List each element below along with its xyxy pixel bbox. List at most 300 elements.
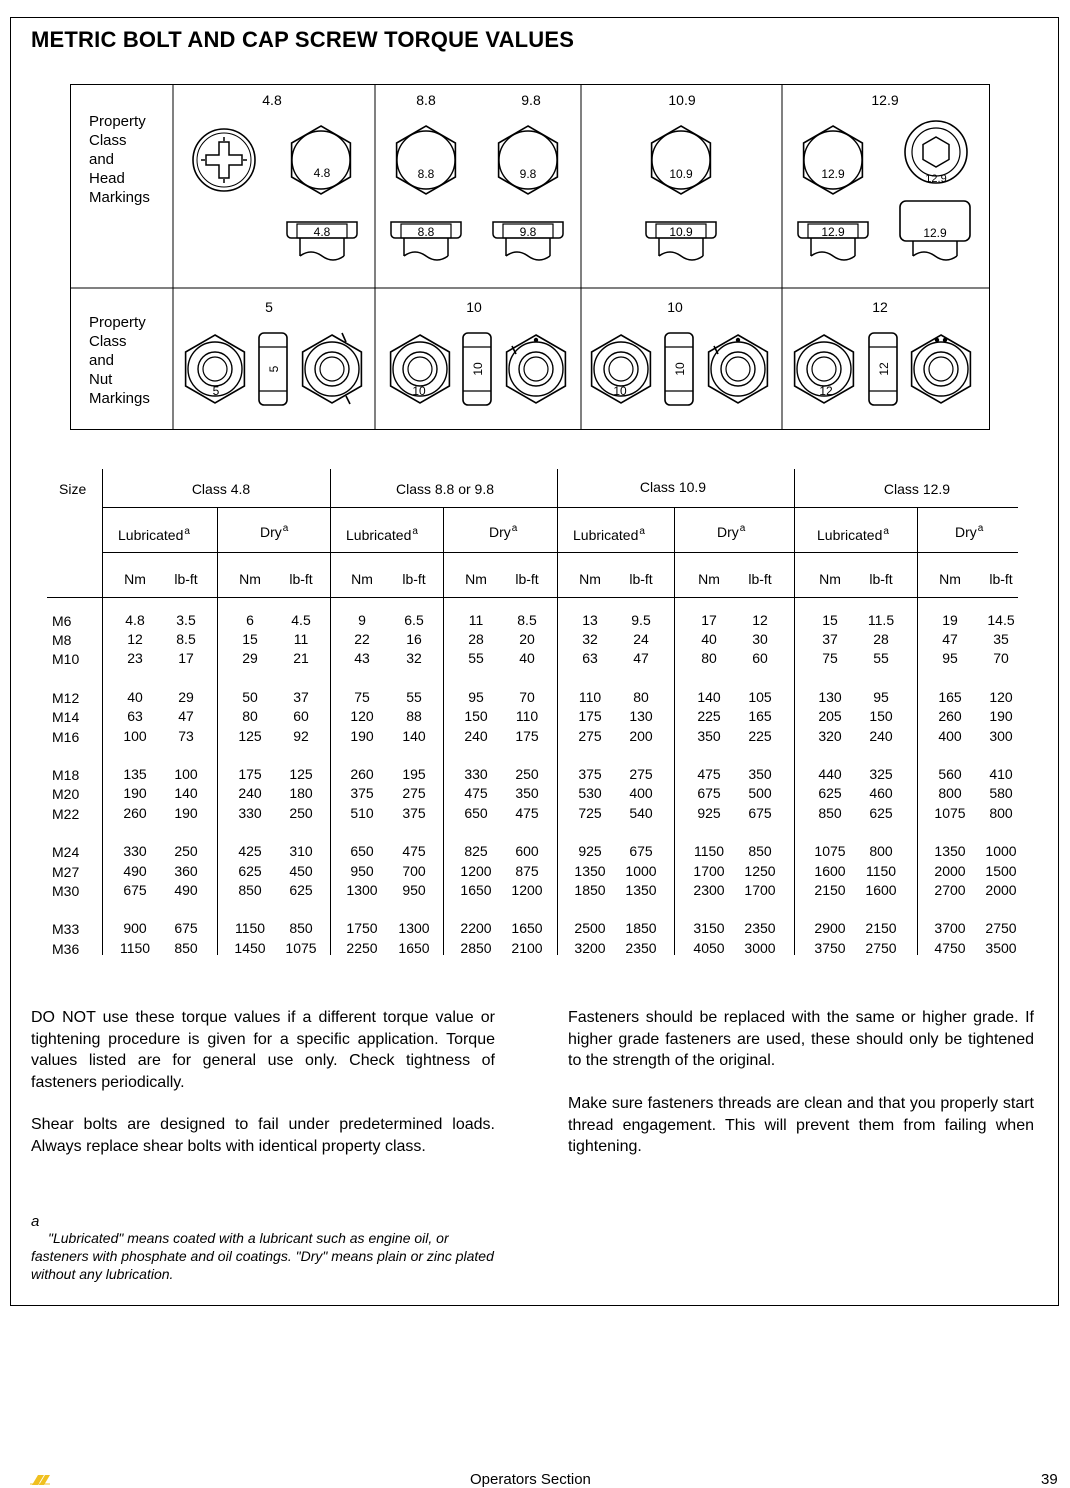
nut-class-10b: 10: [667, 299, 683, 315]
torque-cell: 165: [748, 708, 772, 725]
torque-cell: 375: [578, 766, 602, 783]
torque-cell: 950: [350, 862, 374, 879]
torque-cell: 530: [578, 785, 602, 802]
torque-cell: 190: [123, 785, 147, 802]
unit-lbft: lb-ft: [402, 571, 426, 587]
torque-cell: 8.5: [176, 631, 196, 648]
nut-notched-10a-icon: [507, 335, 566, 403]
torque-cell: 375: [402, 804, 426, 821]
head-class-10-9: 10.9: [668, 92, 696, 108]
torque-cell: 23: [127, 650, 143, 667]
torque-cell: 330: [123, 843, 147, 860]
torque-cell: 310: [289, 843, 313, 860]
torque-cell: 2850: [460, 939, 492, 956]
torque-cell: 2000: [985, 881, 1017, 898]
torque-cell: 900: [123, 920, 147, 937]
hex-head-8-8-icon: [397, 126, 456, 194]
unit-nm: Nm: [819, 571, 841, 587]
unit-lbft: lb-ft: [629, 571, 653, 587]
torque-cell: 37: [293, 689, 309, 706]
unit-lbft: lb-ft: [989, 571, 1013, 587]
torque-cell: 140: [402, 727, 426, 744]
torque-cell: 8.5: [517, 612, 537, 628]
nut-notched-5-icon: [303, 333, 362, 404]
cross-recess-head-icon: [193, 129, 255, 191]
torque-cell: 14.5: [987, 612, 1015, 628]
torque-cell: 325: [869, 766, 893, 783]
size-cell: M36: [52, 940, 80, 957]
nut-class-5: 5: [265, 299, 273, 315]
torque-cell: 63: [582, 650, 598, 667]
torque-cell: 60: [752, 650, 768, 667]
nut-class-12: 12: [872, 299, 888, 315]
torque-cell: 70: [519, 689, 535, 706]
side-mark-10-9: 10.9: [669, 225, 693, 239]
torque-cell: 80: [633, 689, 649, 706]
torque-cell: 120: [989, 689, 1013, 706]
torque-cell: 55: [468, 650, 484, 667]
torque-cell: 6: [246, 612, 254, 628]
torque-cell: 28: [873, 631, 889, 648]
size-cell: M22: [52, 805, 80, 822]
torque-cell: 650: [350, 843, 374, 860]
torque-cell: 70: [993, 650, 1009, 667]
torque-cell: 6.5: [404, 612, 424, 628]
markings-table: [70, 84, 990, 430]
torque-cell: 105: [748, 689, 772, 706]
nut-side-mark-5: 5: [267, 365, 281, 373]
usage-warning: DO NOT use these torque values if a different torque value or tightening procedure is given for a specific application. Torque values listed are for general use only. Check tightness of fasteners periodically.: [31, 1009, 495, 1091]
torque-cell: 12: [127, 631, 143, 648]
size-cell: M8: [52, 632, 72, 649]
torque-cell: 675: [629, 843, 653, 860]
torque-cell: 135: [123, 766, 147, 783]
torque-cell: 675: [174, 920, 198, 937]
torque-cell: 3700: [934, 920, 966, 937]
head-markings-label: Property Class and Head Markings: [89, 113, 150, 206]
torque-cell: 625: [238, 862, 262, 879]
head-mark-10-9: 10.9: [669, 167, 693, 181]
torque-cell: 800: [989, 804, 1013, 821]
torque-cell: 47: [633, 650, 649, 667]
torque-cell: 1700: [744, 881, 776, 898]
torque-cell: 350: [515, 785, 539, 802]
size-cell: M24: [52, 844, 80, 861]
torque-cell: 47: [942, 631, 958, 648]
footnote-text: "Lubricated" means coated with a lubricant such as engine oil, or fasteners with phosphate and oil coatings. "Dry" means plain or zinc plated without any lubrication.: [31, 1230, 494, 1282]
nut-mark-10a: 10: [412, 384, 426, 398]
torque-cell: 175: [578, 708, 602, 725]
head-class-12-9: 12.9: [871, 92, 899, 108]
torque-cell: 850: [238, 881, 262, 898]
dry-header: Dry$^a$: [717, 523, 746, 540]
torque-cell: 24: [633, 631, 649, 648]
torque-cell: 260: [938, 708, 962, 725]
class-header-10-9: Class 10.9: [639, 479, 707, 495]
torque-cell: 43: [354, 650, 370, 667]
torque-cell: 63: [127, 708, 143, 725]
size-cell: M6: [52, 613, 72, 629]
nut-side-mark-10a: 10: [471, 362, 485, 376]
size-header: Size: [59, 481, 87, 497]
torque-cell: 560: [938, 766, 962, 783]
torque-cell: 80: [701, 650, 717, 667]
torque-cell: 11: [468, 612, 484, 628]
torque-cell: 32: [582, 631, 598, 648]
page-number: 39: [1041, 1471, 1058, 1488]
lubricated-header: Lubricated$^a$: [817, 526, 889, 543]
torque-cell: 75: [822, 650, 838, 667]
torque-cell: 1650: [398, 939, 430, 956]
torque-cell: 1250: [744, 862, 776, 879]
torque-cell: 120: [350, 708, 374, 725]
torque-cell: 3.5: [176, 612, 196, 628]
unit-lbft: lb-ft: [174, 571, 198, 587]
divider: [330, 469, 331, 955]
hex-head-9-8-icon: [499, 126, 558, 194]
torque-cell: 650: [464, 804, 488, 821]
socket-mark-12-9: 12.9: [925, 173, 947, 185]
size-cell: M10: [52, 651, 80, 668]
torque-cell: 800: [938, 785, 962, 802]
torque-cell: 15: [242, 631, 258, 648]
torque-cell: 1600: [814, 862, 846, 879]
unit-nm: Nm: [579, 571, 601, 587]
markings-drawing: [70, 84, 990, 430]
torque-cell: 490: [123, 862, 147, 879]
head-mark-4-8: 4.8: [313, 166, 331, 180]
torque-cell: 490: [174, 881, 198, 898]
unit-nm: Nm: [239, 571, 261, 587]
torque-cell: 13: [582, 612, 598, 628]
torque-cell: 580: [989, 785, 1013, 802]
size-cell: M14: [52, 709, 80, 726]
torque-cell: 190: [989, 708, 1013, 725]
torque-cell: 16: [406, 631, 422, 648]
torque-cell: 675: [697, 785, 721, 802]
torque-cell: 95: [468, 689, 484, 706]
torque-cell: 12: [752, 612, 768, 628]
torque-cell: 330: [238, 804, 262, 821]
torque-cell: 205: [818, 708, 842, 725]
torque-cell: 37: [822, 631, 838, 648]
torque-cell: 410: [989, 766, 1013, 783]
size-cell: M16: [52, 728, 80, 745]
head-mark-12-9: 12.9: [821, 167, 845, 181]
unit-lbft: lb-ft: [869, 571, 893, 587]
torque-cell: 1600: [865, 881, 897, 898]
page-title: METRIC BOLT AND CAP SCREW TORQUE VALUES: [31, 27, 575, 52]
torque-cell: 140: [174, 785, 198, 802]
torque-cell: 130: [818, 689, 842, 706]
nut-mark-12: 12: [819, 384, 833, 398]
torque-cell: 1200: [460, 862, 492, 879]
unit-nm: Nm: [698, 571, 720, 587]
lubricated-header: Lubricated$^a$: [346, 526, 418, 543]
torque-cell: 1650: [460, 881, 492, 898]
head-class-4-8: 4.8: [262, 92, 282, 108]
torque-cell: 475: [515, 804, 539, 821]
torque-cell: 3150: [693, 920, 725, 937]
torque-cell: 1700: [693, 862, 725, 879]
torque-cell: 88: [406, 708, 422, 725]
thread-note: Make sure fasteners threads are clean and that you properly start thread engagement. This will prevent them from failing when tightening.: [568, 1095, 1034, 1155]
torque-cell: 1350: [625, 881, 657, 898]
nut-side-mark-10b: 10: [673, 362, 687, 376]
torque-cell: 850: [174, 939, 198, 956]
lubricated-header: Lubricated$^a$: [118, 526, 190, 543]
hex-head-10-9-icon: [652, 126, 711, 194]
torque-cell: 73: [178, 727, 194, 744]
torque-cell: 2300: [693, 881, 725, 898]
torque-cell: 275: [629, 766, 653, 783]
torque-cell: 35: [993, 631, 1009, 648]
torque-cell: 55: [873, 650, 889, 667]
torque-cell: 1450: [234, 939, 266, 956]
torque-cell: 17: [178, 650, 194, 667]
torque-cell: 225: [697, 708, 721, 725]
torque-cell: 195: [402, 766, 426, 783]
torque-cell: 320: [818, 727, 842, 744]
torque-cell: 2750: [985, 920, 1017, 937]
torque-cell: 19: [942, 612, 958, 628]
unit-lbft: lb-ft: [748, 571, 772, 587]
torque-cell: 350: [748, 766, 772, 783]
socket-side-mark-12-9: 12.9: [923, 226, 947, 240]
torque-cell: 2500: [574, 920, 606, 937]
torque-cell: 1350: [574, 862, 606, 879]
torque-cell: 1075: [814, 843, 846, 860]
dry-header: Dry$^a$: [955, 523, 984, 540]
torque-cell: 500: [748, 785, 772, 802]
divider: [102, 552, 1018, 553]
side-mark-8-8: 8.8: [417, 225, 435, 239]
nut-mark-10b: 10: [613, 384, 627, 398]
torque-cell: 190: [174, 804, 198, 821]
torque-cell: 21: [293, 650, 309, 667]
size-cell: M20: [52, 786, 80, 803]
shear-bolt-note: Shear bolts are designed to fail under predetermined loads. Always replace shear bolts with identical property class.: [31, 1116, 495, 1155]
torque-cell: 175: [238, 766, 262, 783]
torque-cell: 3750: [814, 939, 846, 956]
torque-cell: 3000: [744, 939, 776, 956]
unit-lbft: lb-ft: [515, 571, 539, 587]
torque-cell: 28: [468, 631, 484, 648]
torque-cell: 2150: [814, 881, 846, 898]
torque-cell: 2350: [625, 939, 657, 956]
replacement-note: Fasteners should be replaced with the same or higher grade. If higher grade fasteners are used, these should only be tightened to the strength of the original.: [568, 1009, 1034, 1069]
nut-mark-5: 5: [212, 384, 220, 398]
torque-cell: 150: [869, 708, 893, 725]
divider: [102, 507, 1018, 508]
torque-cell: 1000: [985, 843, 1017, 860]
dry-header: Dry$^a$: [260, 523, 289, 540]
torque-cell: 2750: [865, 939, 897, 956]
torque-cell: 3500: [985, 939, 1017, 956]
torque-cell: 1300: [346, 881, 378, 898]
head-class-9-8: 9.8: [521, 92, 541, 108]
torque-cell: 850: [818, 804, 842, 821]
torque-cell: 9: [358, 612, 366, 628]
unit-nm: Nm: [124, 571, 146, 587]
torque-cell: 625: [289, 881, 313, 898]
torque-cell: 1075: [285, 939, 317, 956]
divider: [557, 469, 558, 955]
torque-cell: 29: [178, 689, 194, 706]
divider: [217, 508, 218, 955]
size-cell: M12: [52, 690, 80, 707]
torque-cell: 40: [519, 650, 535, 667]
torque-cell: 625: [818, 785, 842, 802]
hex-head-12-9-icon: [804, 126, 863, 194]
torque-cell: 300: [989, 727, 1013, 744]
torque-cell: 2900: [814, 920, 846, 937]
torque-cell: 475: [464, 785, 488, 802]
torque-cell: 240: [869, 727, 893, 744]
torque-cell: 40: [701, 631, 717, 648]
torque-cell: 3200: [574, 939, 606, 956]
torque-cell: 1350: [934, 843, 966, 860]
side-mark-4-8: 4.8: [313, 225, 331, 239]
nut-notched-12-icon: [912, 335, 971, 403]
torque-cell: 29: [242, 650, 258, 667]
torque-cell: 22: [354, 631, 370, 648]
torque-cell: 95: [873, 689, 889, 706]
torque-cell: 950: [402, 881, 426, 898]
torque-cell: 1075: [934, 804, 966, 821]
torque-cell: 360: [174, 862, 198, 879]
torque-cell: 47: [178, 708, 194, 725]
torque-cell: 1650: [511, 920, 543, 937]
brand-logo-icon: [30, 1475, 50, 1485]
torque-cell: 1850: [625, 920, 657, 937]
torque-cell: 225: [748, 727, 772, 744]
nut-markings-label: Property Class and Nut Markings: [89, 314, 150, 407]
unit-nm: Nm: [465, 571, 487, 587]
torque-cell: 275: [578, 727, 602, 744]
torque-cell: 1500: [985, 862, 1017, 879]
nut-side-mark-12: 12: [877, 362, 891, 376]
torque-cell: 50: [242, 689, 258, 706]
torque-cell: 4750: [934, 939, 966, 956]
head-class-8-8: 8.8: [416, 92, 436, 108]
torque-cell: 175: [515, 727, 539, 744]
torque-cell: 165: [938, 689, 962, 706]
torque-cell: 17: [701, 612, 717, 628]
torque-cell: 92: [293, 727, 309, 744]
footnote-marker: a: [31, 1213, 40, 1230]
torque-cell: 1150: [119, 939, 151, 956]
torque-cell: 32: [406, 650, 422, 667]
nut-notched-10b-icon: [709, 335, 768, 403]
torque-cell: 200: [629, 727, 653, 744]
torque-cell: 240: [238, 785, 262, 802]
torque-cell: 460: [869, 785, 893, 802]
torque-cell: 275: [402, 785, 426, 802]
torque-cell: 40: [127, 689, 143, 706]
unit-nm: Nm: [939, 571, 961, 587]
torque-cell: 450: [289, 862, 313, 879]
torque-cell: 4050: [693, 939, 725, 956]
torque-cell: 15: [822, 612, 838, 628]
class-header-4-8: Class 4.8: [191, 481, 251, 497]
torque-cell: 140: [697, 689, 721, 706]
torque-cell: 1000: [625, 862, 657, 879]
torque-cell: 100: [123, 727, 147, 744]
torque-cell: 260: [350, 766, 374, 783]
torque-cell: 9.5: [631, 612, 651, 628]
unit-lbft: lb-ft: [289, 571, 313, 587]
torque-cell: 600: [515, 843, 539, 860]
hex-head-4-8-icon: [292, 126, 351, 194]
torque-cell: 425: [238, 843, 262, 860]
torque-cell: 1150: [693, 843, 725, 860]
divider: [794, 469, 795, 955]
torque-cell: 625: [869, 804, 893, 821]
torque-cell: 2200: [460, 920, 492, 937]
class-header-12-9: Class 12.9: [883, 481, 951, 497]
head-mark-9-8: 9.8: [519, 167, 537, 181]
unit-nm: Nm: [351, 571, 373, 587]
side-mark-12-9: 12.9: [821, 225, 845, 239]
torque-cell: 400: [629, 785, 653, 802]
torque-cell: 875: [515, 862, 539, 879]
head-mark-8-8: 8.8: [417, 167, 435, 181]
torque-cell: 110: [515, 708, 539, 725]
torque-cell: 150: [464, 708, 488, 725]
divider: [443, 508, 444, 955]
torque-cell: 2100: [511, 939, 543, 956]
torque-cell: 2000: [934, 862, 966, 879]
torque-cell: 130: [629, 708, 653, 725]
torque-cell: 125: [289, 766, 313, 783]
torque-cell: 475: [402, 843, 426, 860]
side-mark-9-8: 9.8: [519, 225, 537, 239]
torque-cell: 250: [515, 766, 539, 783]
torque-cell: 350: [697, 727, 721, 744]
torque-cell: 850: [289, 920, 313, 937]
lubricated-header: Lubricated$^a$: [573, 526, 645, 543]
torque-cell: 675: [123, 881, 147, 898]
torque-cell: 1850: [574, 881, 606, 898]
torque-cell: 11.5: [867, 612, 895, 628]
torque-cell: 2250: [346, 939, 378, 956]
torque-cell: 4.5: [291, 612, 311, 628]
size-cell: M27: [52, 863, 80, 880]
footer-section: Operators Section: [470, 1471, 591, 1488]
torque-cell: 330: [464, 766, 488, 783]
torque-cell: 30: [752, 631, 768, 648]
torque-cell: 260: [123, 804, 147, 821]
nut-class-10a: 10: [466, 299, 482, 315]
torque-cell: 240: [464, 727, 488, 744]
torque-cell: 400: [938, 727, 962, 744]
torque-cell: 125: [238, 727, 262, 744]
torque-cell: 190: [350, 727, 374, 744]
torque-cell: 4.8: [125, 612, 145, 628]
torque-cell: 80: [242, 708, 258, 725]
torque-cell: 1150: [234, 920, 266, 937]
torque-cell: 2150: [865, 920, 897, 937]
divider: [674, 508, 675, 955]
torque-cell: 725: [578, 804, 602, 821]
torque-cell: 250: [174, 843, 198, 860]
torque-cell: 1750: [346, 920, 378, 937]
torque-cell: 700: [402, 862, 426, 879]
torque-cell: 675: [748, 804, 772, 821]
torque-cell: 60: [293, 708, 309, 725]
torque-cell: 1150: [865, 862, 897, 879]
